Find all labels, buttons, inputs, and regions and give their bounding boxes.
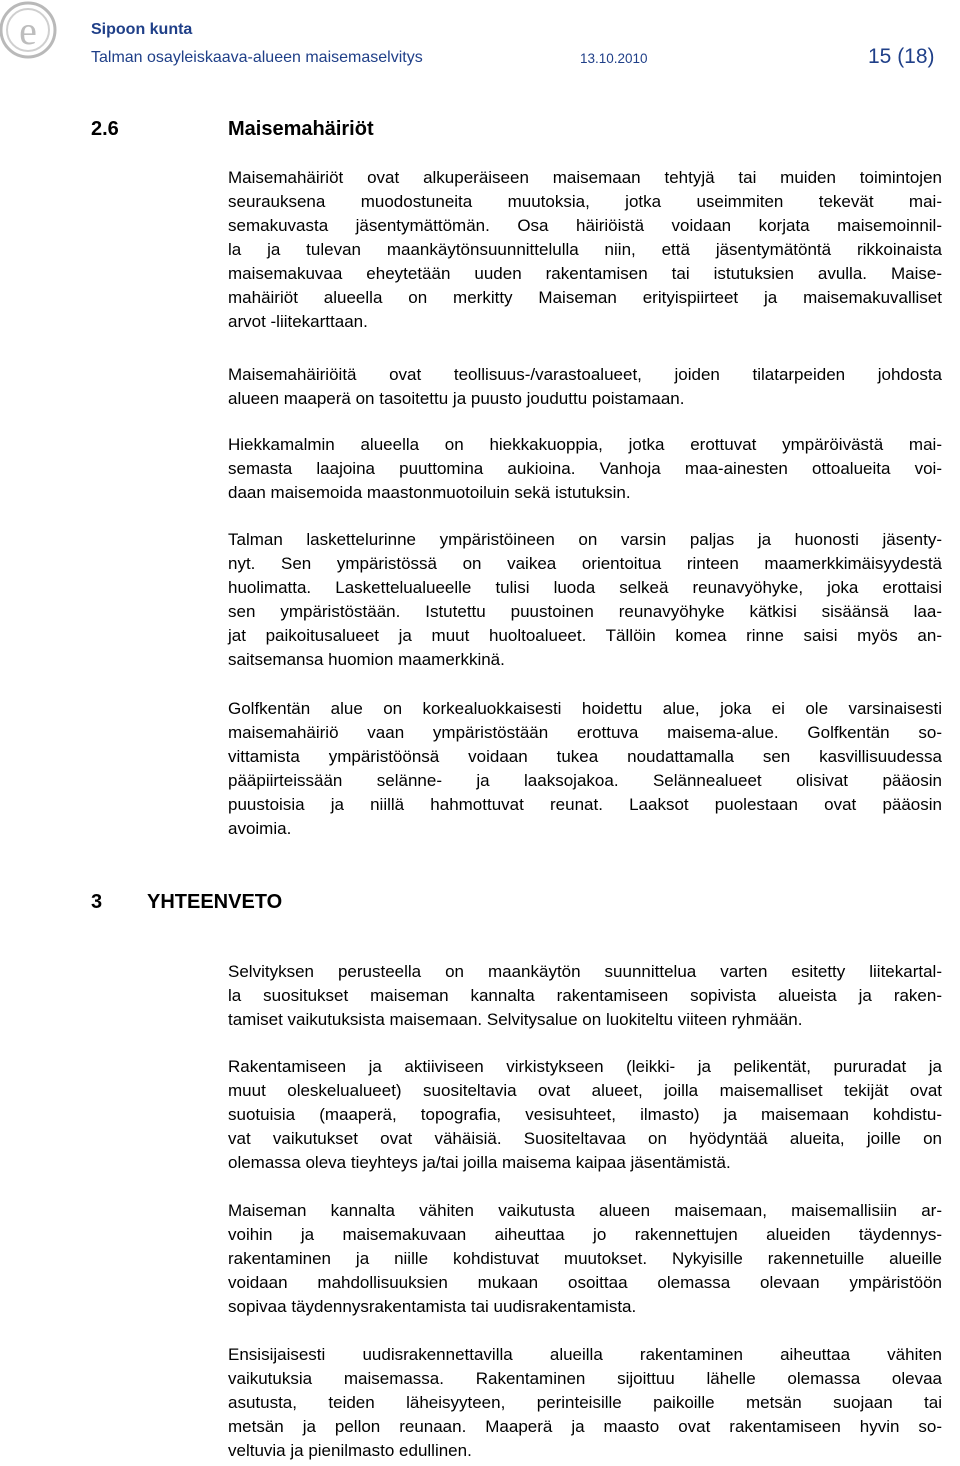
text-line: sopivaa täydennysrakentamista tai uudisrakentamista. (228, 1297, 637, 1316)
text-line: olemassa oleva tieyhteys ja/tai joilla maisema kaipaa jäsentämistä. (228, 1153, 731, 1172)
text-line: puustoisia ja niillä hahmottuvat reunat. Laaksot puolestaan ovat pääosin (228, 795, 942, 814)
text-line: vaikutuksia maisemassa. Rakentaminen sijoittuu lähelle olemassa olevaa (228, 1369, 942, 1388)
text-line: vittamista ympäristöönsä voidaan tukea noudattamalla sen kasvillisuudessa (228, 747, 942, 766)
section-title: Maisemahäiriöt (228, 118, 374, 140)
text-line: sen ympäristöstään. Istutettu puustoinen reunavyöhyke kätkisi sisäänsä laa- (228, 602, 942, 621)
text-line: avoimia. (228, 819, 292, 838)
text-line: seurauksena muodostuneita muutoksia, jotka useimmiten tekevät mai- (228, 192, 942, 211)
text-line: alueen maaperä on tasoitettu ja puusto jouduttu poistamaan. (228, 389, 685, 408)
kunta-logo (0, 0, 60, 60)
text-line: veltuvia ja pienilmasto edullinen. (228, 1441, 472, 1460)
text-line: mahäiriöt alueella on merkitty Maiseman erityispiirteet ja maisemakuvalliset (228, 288, 942, 307)
text-line: Maisemahäiriöt ovat alkuperäiseen maisemaan tehtyjä tai muiden toimintojen (228, 168, 942, 187)
section-number: 3 (91, 891, 103, 913)
text-line: voidaan mahdollisuuksien mukaan osoittaa olemassa olevaan ympäristöön (228, 1273, 942, 1292)
section-number: 2.6 (91, 118, 119, 140)
text-line: Hiekkamalmin alueella on hiekkakuoppia, jotka erottuvat ympäröivästä mai- (228, 435, 942, 454)
text-line: Selvityksen perusteella on maankäytön suunnittelua varten esitetty liitekartal- (228, 962, 942, 981)
header-document-title: Talman osayleiskaava-alueen maisemaselvitys (91, 49, 423, 66)
header-date: 13.10.2010 (580, 51, 648, 66)
text-line: nyt. Sen ympäristössä on vaikea orientoitua rinteen maamerkkimäisyydestä (228, 554, 942, 573)
paragraph (228, 697, 942, 841)
paragraph (228, 1199, 942, 1319)
text-line: asutusta, teiden läheisyyteen, perinteisille paikoille metsän suojaan tai (228, 1393, 942, 1412)
text-line: Maiseman kannalta vähiten vaikutusta alueen maisemaan, maisemallisiin ar- (228, 1201, 942, 1220)
header-page-number: 15 (18) (868, 45, 935, 68)
text-line: daan maisemoida maastonmuotoiluin sekä istutuksin. (228, 483, 631, 502)
text-line: muut oleskelualueet) suositeltavia ovat alueet, joilla maisemalliset tekijät ovat (228, 1081, 942, 1100)
paragraph (228, 166, 942, 334)
text-line: la ja tulevan maankäytönsuunnittelulla niin, että jäsentymätöntä rikkoinaista (228, 240, 942, 259)
paragraph (228, 433, 942, 505)
text-line: Ensisijaisesti uudisrakennettavilla alueilla rakentaminen aiheuttaa vähiten (228, 1345, 942, 1364)
text-line: Golfkentän alue on korkealuokkaisesti hoidettu alue, joka ei ole varsinaisesti (228, 699, 942, 718)
text-line: arvot -liitekarttaan. (228, 312, 368, 331)
text-line: rakentaminen ja niille kohdistuvat muutokset. Nykyisille rakennetuille alueille (228, 1249, 942, 1268)
text-line: jat paikoitusalueet ja muut huoltoalueet. Tällöin komea rinne saisi myös an- (228, 626, 942, 645)
text-line: semakuvasta jäsentymättömän. Osa häiriöistä voidaan korjata maisemoinnil- (228, 216, 942, 235)
text-line: suotuisia (maaperä, topografia, vesisuhteet, ilmasto) ja maisemaan kohdistu- (228, 1105, 942, 1124)
text-line: Maisemahäiriöitä ovat teollisuus-/varastoalueet, joiden tilatarpeiden johdosta (228, 365, 942, 384)
text-line: maisemakuvaa eheytetään uuden rakentamisen tai istutuksien avulla. Maise- (228, 264, 942, 283)
paragraph (228, 528, 942, 672)
paragraph (228, 960, 942, 1032)
header-organization: Sipoon kunta (91, 21, 193, 38)
text-line: tamiset vaikutuksista maisemaan. Selvitysalue on luokiteltu viiteen ryhmään. (228, 1010, 803, 1029)
section-title: YHTEENVETO (147, 891, 283, 913)
text-line: Rakentamiseen ja aktiiviseen virkistykseen (leikki- ja pelikentät, pururadat ja (228, 1057, 942, 1076)
paragraph (228, 363, 942, 411)
text-line: maisemahäiriö vaan ympäristöstään erottuva maisema-alue. Golfkentän so- (228, 723, 942, 742)
text-line: voihin ja maisemakuvaan aiheuttaa jo rakennettujen alueiden täydennys- (228, 1225, 942, 1244)
text-line: huolimatta. Laskettelualueelle tulisi luoda selkeä reunavyöhyke, joka erottaisi (228, 578, 942, 597)
text-line: semasta laajoina puuttomina aukioina. Vanhoja maa-ainesten ottoalueita voi- (228, 459, 942, 478)
text-line: saitsemansa huomion maamerkkinä. (228, 650, 505, 669)
paragraph (228, 1055, 942, 1175)
text-line: vat vaikutukset ovat vähäisiä. Suositeltavaa on hyödyntää alueita, joille on (228, 1129, 942, 1148)
paragraph (228, 1343, 942, 1463)
text-line: metsän ja pellon reunaan. Maaperä ja maasto ovat rakentamiseen hyvin so- (228, 1417, 942, 1436)
logo-emblem-icon (0, 0, 60, 60)
text-line: la suositukset maiseman kannalta rakentamiseen sopivista alueista ja raken- (228, 986, 942, 1005)
text-line: pääpiirteissään selänne- ja laaksojakoa. Selännealueet olisivat pääosin (228, 771, 942, 790)
svg-text:e: e (19, 8, 37, 53)
text-line: Talman laskettelurinne ympäristöineen on varsin paljas ja huonosti jäsenty- (228, 530, 942, 549)
